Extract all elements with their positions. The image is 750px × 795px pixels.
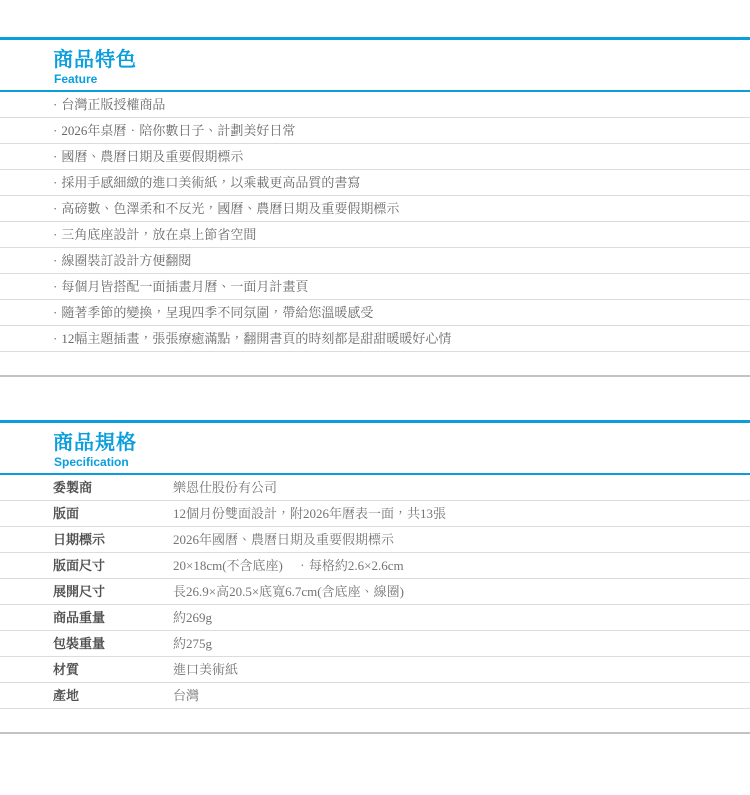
feature-text: 台灣正版授權商品 [61,97,166,112]
feature-text: 採用手感細緻的進口美術紙，以乘載更高品質的書寫 [61,175,361,190]
feature-section [0,37,750,377]
spec-label: 日期標示 [53,532,106,547]
spec-value: 約275g [173,636,213,651]
bullet-dot: · [53,201,58,216]
spec-value: 約269g [173,610,213,625]
feature-text: 國曆、農曆日期及重要假期標示 [61,149,244,164]
feature-section-bottom-rule [0,352,750,377]
spec-row [0,605,750,631]
feature-text: 2026年桌曆‧陪你數日子、計劃美好日常 [61,123,296,138]
spec-value: 台灣 [173,688,200,703]
spec-row [0,657,750,683]
feature-item [0,326,750,352]
spec-section-header [0,423,750,473]
feature-item [0,170,750,196]
spec-label: 版面尺寸 [53,558,106,573]
spec-row [0,501,750,527]
spec-value: 2026年國曆、農曆日期及重要假期標示 [173,532,395,547]
section-gap [0,377,750,420]
spec-table [0,475,750,709]
feature-item [0,92,750,118]
feature-section-subtitle: Feature [54,72,98,86]
spec-label: 材質 [53,662,80,677]
spec-value: 20×18cm(不含底座) ‧每格約2.6×2.6cm [173,558,404,573]
spec-label: 商品重量 [53,610,106,625]
feature-text: 每個月皆搭配一面插畫月曆、一面月計畫頁 [61,279,309,294]
bullet-dot: · [53,149,58,164]
feature-item [0,196,750,222]
bullet-dot: · [53,227,58,242]
feature-item [0,274,750,300]
spec-row [0,475,750,501]
spec-row [0,527,750,553]
feature-list [0,92,750,352]
feature-section-title: 商品特色 [53,49,137,71]
bullet-dot: · [53,279,58,294]
spec-label: 展開尺寸 [53,584,106,599]
spec-row [0,631,750,657]
spec-label: 版面 [53,506,80,521]
spec-section-title: 商品規格 [53,432,137,454]
feature-text: 線圈裝訂設計方便翻閱 [61,253,192,268]
spec-label: 包裝重量 [53,636,106,651]
feature-item [0,300,750,326]
spec-row [0,579,750,605]
spec-label: 委製商 [53,480,93,495]
feature-text: 三角底座設計，放在桌上節省空間 [61,227,257,242]
feature-item [0,222,750,248]
spec-value: 樂恩仕股份有公司 [173,480,278,495]
feature-item [0,144,750,170]
feature-section-header [0,40,750,90]
spec-row [0,553,750,579]
top-whitespace [0,0,750,37]
feature-text: 12幅主題插畫，張張療癒滿點，翻開書頁的時刻都是甜甜暖暖好心情 [61,331,452,346]
spec-section-subtitle: Specification [54,455,129,469]
feature-item [0,248,750,274]
feature-item [0,118,750,144]
feature-text: 高磅數、色澤柔和不反光，國曆、農曆日期及重要假期標示 [61,201,400,216]
bullet-dot: · [53,331,58,346]
spec-value: 長26.9×高20.5×底寬6.7cm(含底座、線圈) [173,584,404,599]
specification-section [0,420,750,734]
spec-value: 12個月份雙面設計，附2026年曆表一面，共13張 [173,506,447,521]
bullet-dot: · [53,123,58,138]
spec-value: 進口美術紙 [173,662,239,677]
bullet-dot: · [53,253,58,268]
spec-section-bottom-rule [0,709,750,734]
feature-text: 隨著季節的變換，呈現四季不同氛圍，帶給您溫暖感受 [61,305,374,320]
spec-label: 產地 [53,688,80,703]
spec-row [0,683,750,709]
bullet-dot: · [53,175,58,190]
bullet-dot: · [53,97,58,112]
bullet-dot: · [53,305,58,320]
